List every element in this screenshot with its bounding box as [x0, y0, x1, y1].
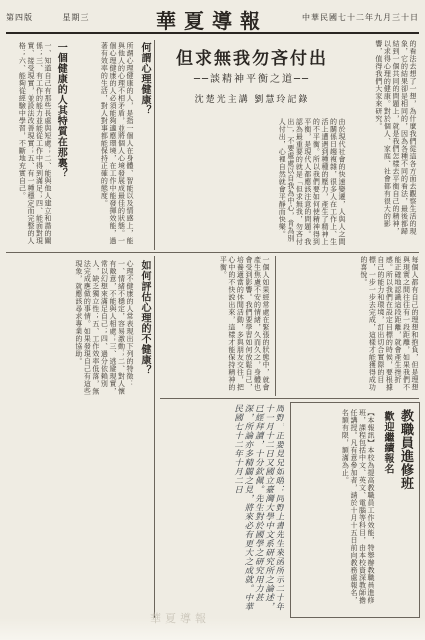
text-mental-health: 所謂心理健康的人，是指一個人在身體、智能以及情感上，能與他人的心理不相矛盾，並將個人心境發展成最佳的狀態。一個心理健康的人必須能夠適應環境，在工作中能發揮效能，過著有效率的生活，對人對事都能保持正確的態度。	[100, 42, 134, 245]
column-rule	[275, 256, 276, 396]
text-healthy-traits: 一、知道自己有那些長處與短處；二、能與他人建立和諧的關係；三、有工作的能力並能從工作中得到滿足；四、能面對現實、接受現實，並設法改善現實；五、有一種穩定而完整的人格；六、能夠從經驗中學習，不斷地充實自己。	[18, 42, 52, 245]
center-column: 一個人如果經常處在緊張的狀態中，就會產生焦慮不安的情緒，久而久之，身體也會受到影響。我們要學習如何放鬆自己，培養適當的休閒活動，多與朋友交往，把心中的不快說出來，這樣才能保持精神的平衡。	[219, 256, 270, 391]
page-bottom-edge	[0, 618, 425, 640]
issue-date: 中華民國七十二年九月三十日	[302, 13, 419, 22]
lead-article-header	[160, 40, 340, 114]
heading-unhealthy: 如何評估心理的不健康？	[139, 260, 150, 376]
masthead	[6, 4, 419, 34]
notice-title: 教職員進修班	[398, 409, 413, 490]
heading-healthy-traits: 一個健康的人其特質在那裏？	[55, 42, 67, 179]
library-stamp: 華夏導報	[150, 612, 210, 625]
mid-left-section	[6, 40, 152, 250]
lead-subtitle: ──談精神平衡之道──	[193, 74, 311, 85]
heading-mental-health: 何謂心理健康？	[139, 42, 150, 116]
notice-subtitle: 歡迎繼續報名	[382, 411, 393, 474]
text-unhealthy: 心理不健康的人常表現出下列的特徵：一、情緒不穩定，容易激動；二、對人懷有敵意，不能與人相處；三、逃避現實，常以幻想來滿足自己；四、過分依賴別人，缺乏獨立性；五、工作效率低落，無法完成應做的事情。如果發現自己有這些現象，就應該尋求專業的協助。	[74, 260, 134, 395]
lead-title: 但求無我勿吝付出	[176, 49, 328, 69]
right-top-column: 的看法去想了一想，為什麼我們從這各方面去觀察生活的現象，它的結果卻是相同的，因為各種不同的看法，最後都歸結到一個共同的問題上，就是我們怎樣去平衡自己的精神，以求得心理的健康。對於個人、家庭、社會都有很大的影響，值得我們大家來研究。	[374, 40, 417, 235]
weekday: 星期三	[62, 13, 90, 22]
column-rule	[154, 40, 155, 250]
handwritten-letter: 周野，正要見兄如晤：同野上書先生來函所示二十年十一月十二日又國立臺灣大學中文系研究所之論述，已經拜讀，十分欽佩。先生對於國學之研究用力甚深，所論亦多精闢之見，將來必有更大之成就。中華民國七十二年十月二日	[232, 404, 284, 611]
band-rule-2	[160, 398, 419, 399]
page-number: 第四版	[6, 13, 33, 22]
lead-byline: 沈楚光主講 劉慧玲記錄	[194, 95, 310, 105]
masthead-left	[6, 12, 116, 23]
lead-article-body: 由於現代社會的快速變遷，人與人之間的關係日趨複雜，很多人在工作上、生活上遭遇到種種的壓力，產生了精神上的不平衡。所以我們要如何使精神得到平衡，是現代人都應該注意的問題。我認為最重要的就是「但求無我，勿吝付出」，不要處處以自我為中心，肯為別人付出，心裡自然就會平靜而快樂。	[278, 118, 346, 246]
band-rule-1	[6, 252, 419, 253]
newspaper-title: 華夏導報	[156, 9, 268, 33]
notice-text: 【本報訊】本校為提高教職員工作效能，特舉辦教職員進修班，課程包括中文、英文、電腦等科目，由本校資深教師擔任講授。凡有意參加者，請於十月十五日前向教務處報名，名額有限，額滿為止。	[341, 409, 375, 604]
right-mid-column: 每個人都有自己的理想和抱負，但是理想與現實之間往往有一段距離，如果我們不能正確地認識這段距離，就會產生挫折感。所以我們在設定目標的時候，要根據自己的能力和環境，訂出切合實際的目標，一步一步去完成，這樣才能獲得成功的喜悅。	[359, 256, 419, 391]
notice-box	[290, 402, 420, 618]
